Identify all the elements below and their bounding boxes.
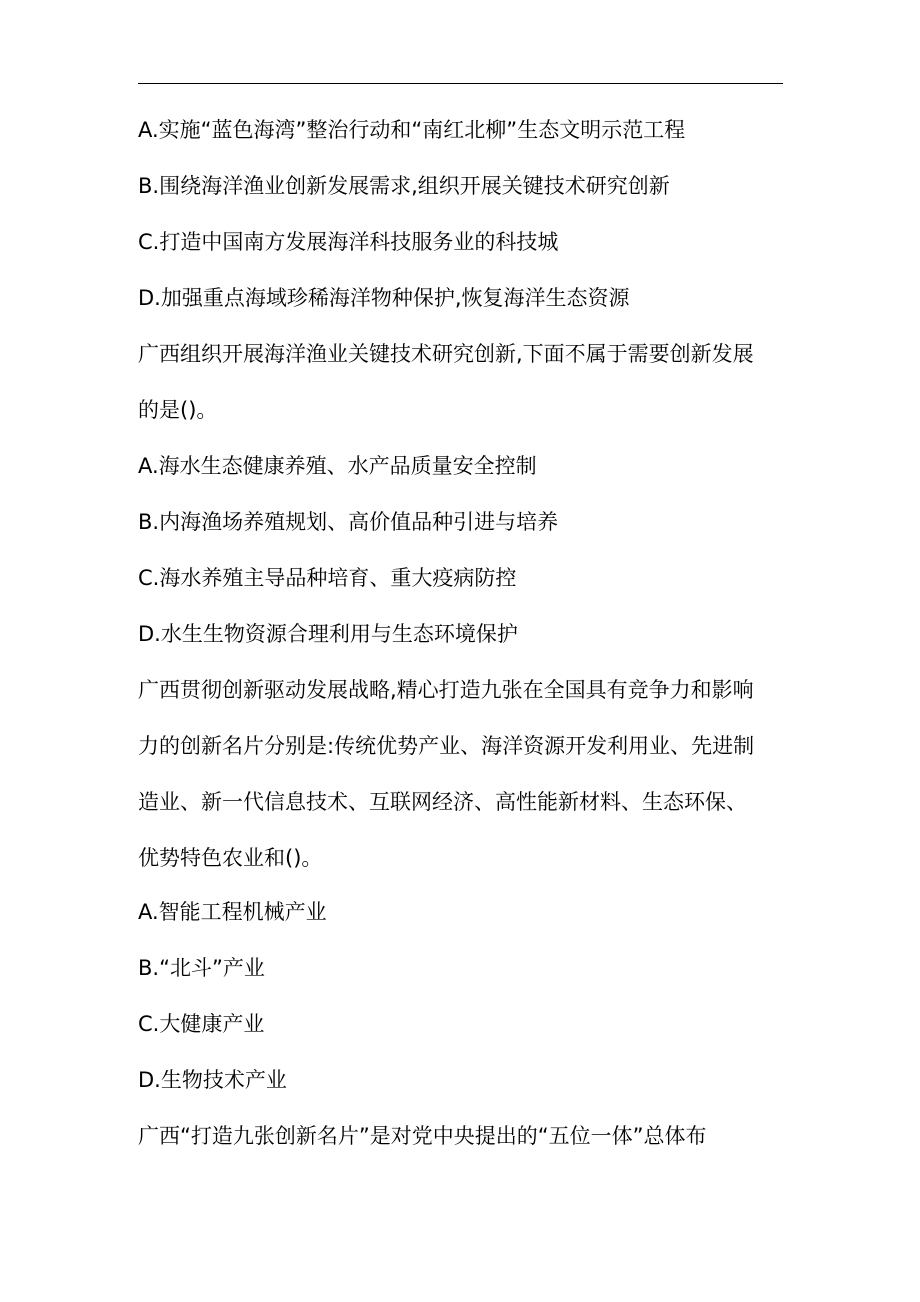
option-d-line: D.水生生物资源合理利用与生态环境保护 bbox=[138, 622, 518, 646]
option-c-line: C.打造中国南方发展海洋科技服务业的科技城 bbox=[138, 230, 559, 254]
option-d-line: D.加强重点海域珍稀海洋物种保护,恢复海洋生态资源 bbox=[138, 286, 630, 310]
header-rule bbox=[138, 83, 783, 84]
option-a-line: A.海水生态健康养殖、水产品质量安全控制 bbox=[138, 454, 537, 478]
option-b-line: B.内海渔场养殖规划、高价值品种引进与培养 bbox=[138, 510, 559, 534]
question-line: 广西“打造九张创新名片”是对党中央提出的“五位一体”总体布 bbox=[138, 1124, 707, 1148]
option-c-line: C.大健康产业 bbox=[138, 1012, 265, 1036]
question-line: 的是()。 bbox=[138, 398, 218, 422]
question-line: 广西贯彻创新驱动发展战略,精心打造九张在全国具有竞争力和影响 bbox=[138, 678, 754, 702]
question-line: 力的创新名片分别是:传统优势产业、海洋资源开发利用业、先进制 bbox=[138, 734, 755, 758]
option-d-line: D.生物技术产业 bbox=[138, 1068, 287, 1092]
question-line: 优势特色农业和()。 bbox=[138, 846, 323, 870]
option-b-line: B.“北斗”产业 bbox=[138, 956, 265, 980]
option-c-line: C.海水养殖主导品种培育、重大疫病防控 bbox=[138, 566, 517, 590]
question-line: 广西组织开展海洋渔业关键技术研究创新,下面不属于需要创新发展 bbox=[138, 342, 754, 366]
option-a-line: A.实施“蓝色海湾”整治行动和“南红北柳”生态文明示范工程 bbox=[138, 118, 686, 142]
option-b-line: B.围绕海洋渔业创新发展需求,组织开展关键技术研究创新 bbox=[138, 174, 670, 198]
question-line: 造业、新一代信息技术、互联网经济、高性能新材料、生态环保、 bbox=[138, 790, 747, 814]
option-a-line: A.智能工程机械产业 bbox=[138, 900, 327, 924]
